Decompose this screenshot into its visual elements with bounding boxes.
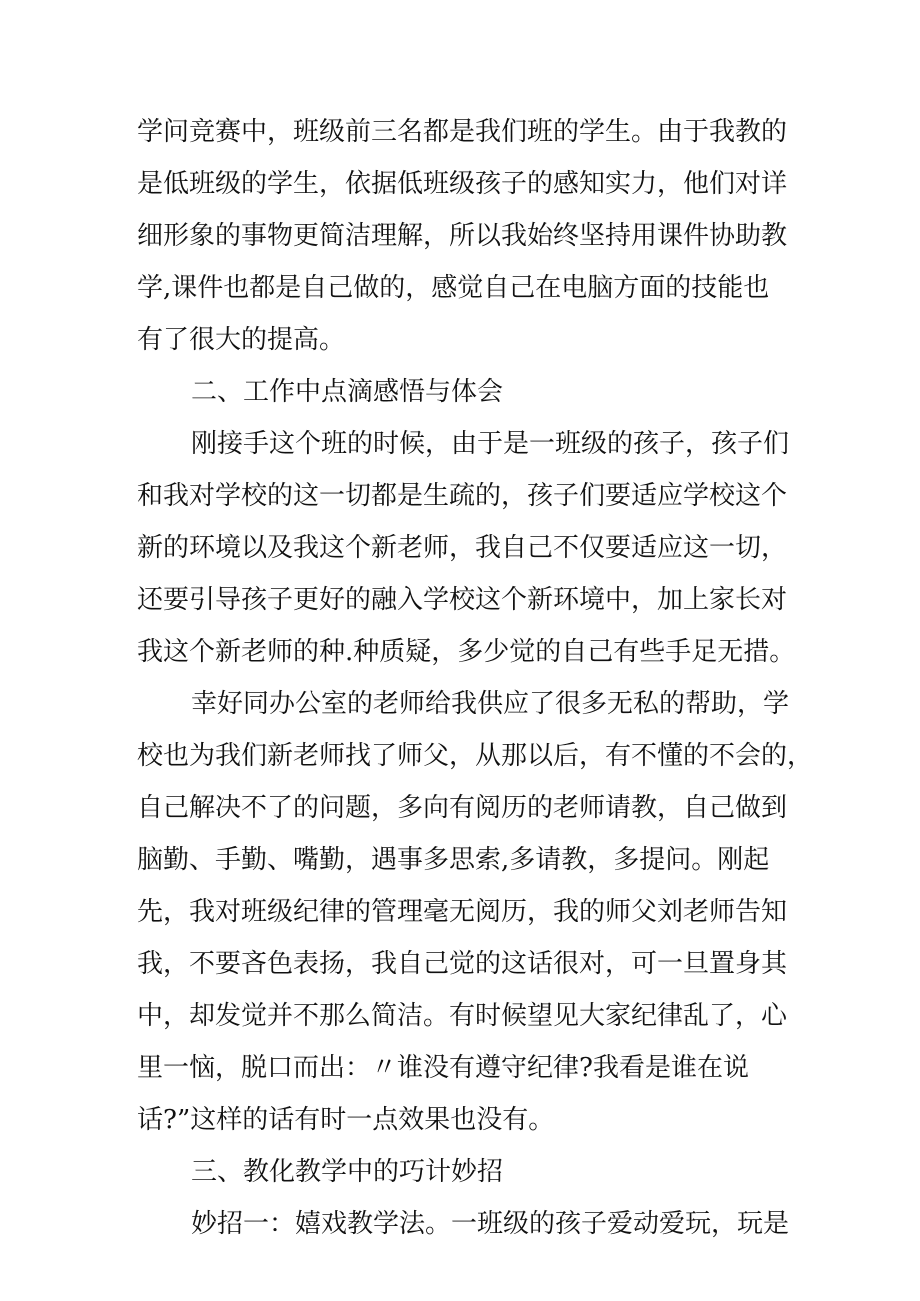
text-line: 和我对学校的这一切都是生疏的，孩子们要适应学校这个: [137, 481, 788, 511]
text-line: 是低班级的学生，依据低班级孩子的感知实力，他们对详: [137, 169, 788, 199]
paragraph-start: 刚接手这个班的时候，由于是一班级的孩子，孩子们: [191, 429, 790, 459]
text-line: 中，却发觉并不那么简洁。有时候望见大家纪律乱了，心: [137, 1001, 788, 1031]
text-line: 先，我对班级纪律的管理毫无阅历，我的师父刘老师告知: [137, 897, 788, 927]
paragraph-start: 妙招一：嬉戏教学法。一班级的孩子爱动爱玩，玩是: [191, 1209, 790, 1239]
section-heading: 三、教化教学中的巧计妙招: [191, 1157, 504, 1187]
text-line: 校也为我们新老师找了师父，从那以后，有不懂的不会的，: [137, 741, 814, 771]
text-line: 学问竞赛中，班级前三名都是我们班的学生。由于我教的: [137, 117, 788, 147]
text-line: 里一恼，脱口而出：〃谁没有遵守纪律?我看是谁在说: [137, 1053, 749, 1083]
text-line: 新的环境以及我这个新老师，我自己不仅要适应这一切，: [137, 533, 788, 563]
text-line: 脑勤、手勤、嘴勤，遇事多思索,多请教，多提问。刚起: [137, 845, 770, 875]
text-line: 有了很大的提高。: [137, 325, 346, 355]
text-line: 我，不要吝色表扬，我自己觉的这话很对，可一旦置身其: [137, 949, 788, 979]
text-line: 学,课件也都是自己做的，感觉自己在电脑方面的技能也: [137, 273, 770, 303]
document-body: [137, 106, 814, 1250]
paragraph-start: 幸好同办公室的老师给我供应了很多无私的帮助，学: [191, 689, 790, 719]
text-line: 还要引导孩子更好的融入学校这个新环境中，加上家长对: [137, 585, 788, 615]
text-line: 自己解决不了的问题，多向有阅历的老师请教，自己做到: [137, 793, 788, 823]
text-line: 话?”这样的话有时一点效果也没有。: [137, 1105, 555, 1135]
text-line: 细形象的事物更简洁理解，所以我始终坚持用课件协助教: [137, 221, 788, 251]
section-heading: 二、工作中点滴感悟与体会: [191, 377, 504, 407]
text-line: 我这个新老师的种.种质疑，多少觉的自己有些手足无措。: [137, 637, 796, 667]
